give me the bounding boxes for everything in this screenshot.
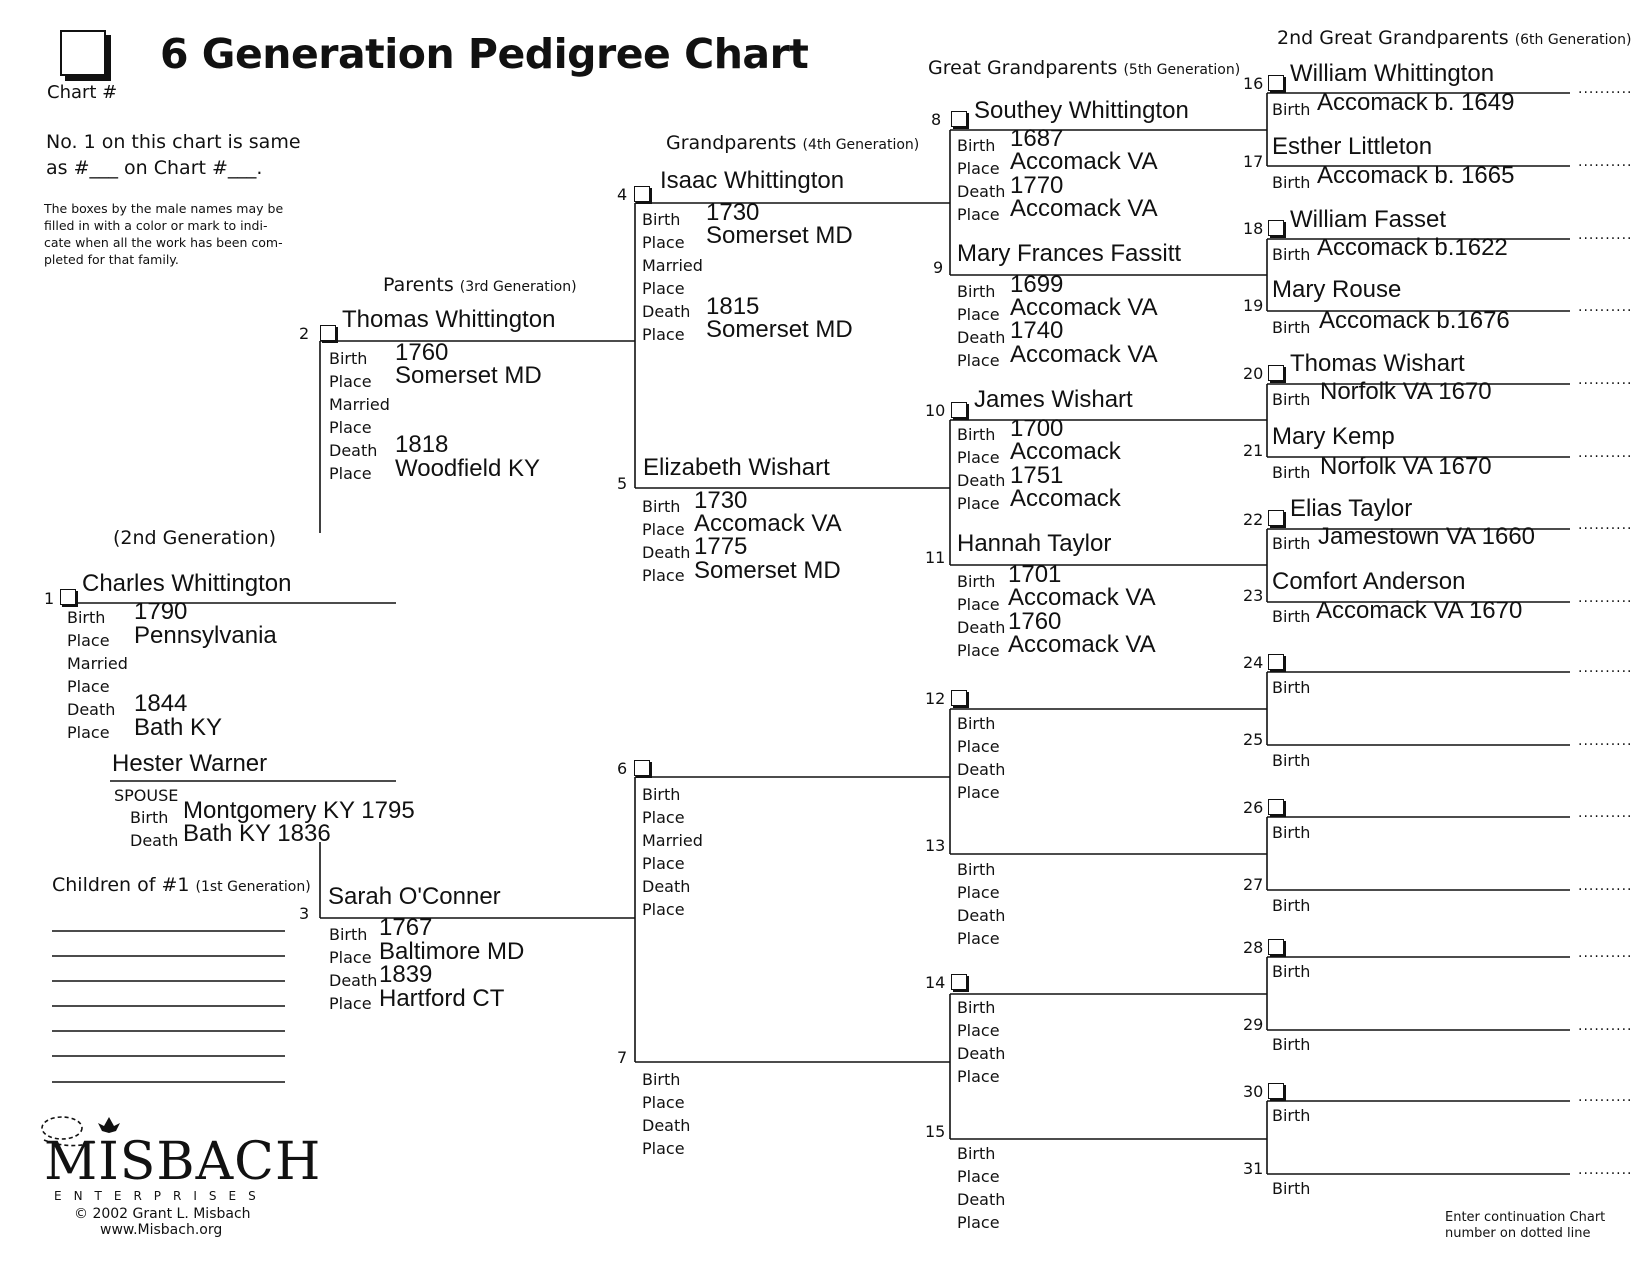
person-24-number: 24	[1243, 653, 1264, 672]
person-22-birth-label: Birth	[1272, 534, 1311, 553]
person-10-death-place[interactable]: Accomack	[1010, 485, 1121, 512]
misbach-logo: MISBACH	[44, 1132, 322, 1192]
person-3-birth[interactable]: 1767	[379, 914, 433, 941]
person-5-number: 5	[617, 474, 628, 493]
person-28-birth-label: Birth	[1272, 962, 1311, 981]
person-1-birth[interactable]: 1790	[134, 598, 188, 625]
person-18-name[interactable]: William Fasset	[1290, 206, 1447, 233]
person-6-death-place-label: Place	[642, 900, 685, 919]
person-7-birth-label: Birth	[642, 1070, 681, 1089]
person-19-birth-label: Birth	[1272, 318, 1311, 337]
page-title: 6 Generation Pedigree Chart	[160, 30, 809, 78]
person-4-death-place[interactable]: Somerset MD	[706, 316, 853, 343]
person-18-birth-label: Birth	[1272, 245, 1311, 264]
person-2-name[interactable]: Thomas Whittington	[342, 306, 556, 333]
person-9-number: 9	[933, 258, 944, 277]
person-29-birth-label: Birth	[1272, 1035, 1311, 1054]
person-1-birth-label: Birth	[67, 608, 106, 627]
person-1-death-label: Death	[67, 700, 116, 719]
person-2-death-place-label: Place	[329, 464, 372, 483]
person-22-name[interactable]: Elias Taylor	[1290, 495, 1413, 522]
person-11-name[interactable]: Hannah Taylor	[957, 530, 1112, 557]
person-6-married-place-label: Place	[642, 854, 685, 873]
person-11-birth-label: Birth	[957, 572, 996, 591]
person-4-birth-place[interactable]: Somerset MD	[706, 222, 853, 249]
person-29-number: 29	[1243, 1015, 1264, 1034]
person-3-name[interactable]: Sarah O'Conner	[328, 883, 501, 910]
gen3-label	[383, 274, 577, 296]
person-6-place-label: Place	[642, 808, 685, 827]
person-11-place-label: Place	[957, 595, 1000, 614]
person-23-birth[interactable]: Accomack VA 1670	[1316, 597, 1523, 624]
person-17-birth[interactable]: Accomack b. 1665	[1317, 162, 1515, 189]
person-5-birth-label: Birth	[642, 497, 681, 516]
person-10-birth-label: Birth	[957, 425, 996, 444]
person-10-number: 10	[925, 401, 946, 420]
gen3-sub: (3rd Generation)	[459, 279, 577, 295]
person-19-number: 19	[1243, 296, 1264, 315]
person-2-number: 2	[299, 324, 310, 343]
person-25-number: 25	[1243, 730, 1264, 749]
person-20-birth[interactable]: Norfolk VA 1670	[1320, 378, 1492, 405]
person-4-place-label: Place	[642, 233, 685, 252]
note-text-1: The boxes by the male names may be	[44, 201, 284, 216]
continuation-line-24[interactable]: ..........	[1578, 660, 1633, 676]
continuation-line-30[interactable]: ..........	[1578, 1089, 1633, 1105]
person-22-number: 22	[1243, 510, 1264, 529]
person-14-death-label: Death	[957, 1044, 1006, 1063]
person-13-birth-label: Birth	[957, 860, 996, 879]
person-4-birth[interactable]: 1730	[706, 199, 760, 226]
continuation-note-2: number on dotted line	[1445, 1226, 1591, 1241]
person-18-checkbox[interactable]	[1268, 220, 1284, 236]
person-2-married-place-label: Place	[329, 418, 372, 437]
person-10-name[interactable]: James Wishart	[974, 386, 1133, 413]
continuation-line-20[interactable]: ..........	[1578, 372, 1633, 388]
person-20-birth-label: Birth	[1272, 390, 1311, 409]
person-12-death-place-label: Place	[957, 783, 1000, 802]
gen3-main: Parents	[383, 274, 454, 296]
person-10-death-place-label: Place	[957, 494, 1000, 513]
person-21-name[interactable]: Mary Kemp	[1272, 423, 1395, 450]
note-text-3: cate when all the work has been com-	[44, 235, 283, 250]
person-3-birth-label: Birth	[329, 925, 368, 944]
person-12-birth-label: Birth	[957, 714, 996, 733]
person-1-death[interactable]: 1844	[134, 690, 188, 717]
person-8-death-place[interactable]: Accomack VA	[1010, 195, 1158, 222]
person-1-name[interactable]: Charles Whittington	[82, 570, 292, 597]
person-23-name[interactable]: Comfort Anderson	[1272, 568, 1466, 595]
person-28-number: 28	[1243, 938, 1264, 957]
person-20-name[interactable]: Thomas Wishart	[1290, 350, 1465, 377]
person-11-death-label: Death	[957, 618, 1006, 637]
gen6-sub: (6th Generation)	[1514, 32, 1632, 48]
person-14-birth-label: Birth	[957, 998, 996, 1017]
person-15-birth-label: Birth	[957, 1144, 996, 1163]
person-16-birth[interactable]: Accomack b. 1649	[1317, 89, 1515, 116]
person-2-birth-label: Birth	[329, 349, 368, 368]
person-3-birth-place[interactable]: Baltimore MD	[379, 938, 525, 965]
person-24-birth-label: Birth	[1272, 678, 1311, 697]
person-4-death[interactable]: 1815	[706, 293, 760, 320]
person-25-birth-label: Birth	[1272, 751, 1311, 770]
note-text-2: filled in with a color or mark to indi-	[44, 218, 268, 233]
children-sub: (1st Generation)	[195, 879, 311, 895]
continuation-line-27[interactable]: ..........	[1578, 878, 1633, 894]
person-3-place-label: Place	[329, 948, 372, 967]
person-15-death-label: Death	[957, 1190, 1006, 1209]
person-13-death-label: Death	[957, 906, 1006, 925]
person-4-checkbox[interactable]	[634, 186, 650, 202]
person-5-place-label: Place	[642, 520, 685, 539]
person-2-checkbox[interactable]	[320, 325, 336, 341]
person-26-checkbox[interactable]	[1268, 799, 1284, 815]
gen4-label	[666, 132, 919, 154]
note-text-4: pleted for that family.	[44, 252, 179, 267]
person-26-birth-label: Birth	[1272, 823, 1311, 842]
person-10-death-label: Death	[957, 471, 1006, 490]
person-19-name[interactable]: Mary Rouse	[1272, 276, 1402, 303]
continuation-line-29[interactable]: ..........	[1578, 1018, 1633, 1034]
person-14-number: 14	[925, 973, 946, 992]
person-5-birth-place[interactable]: Accomack VA	[694, 510, 842, 537]
continuation-line-21[interactable]: ..........	[1578, 445, 1633, 461]
person-12-number: 12	[925, 689, 946, 708]
person-28-checkbox[interactable]	[1268, 939, 1284, 955]
person-23-number: 23	[1243, 586, 1264, 605]
person-18-birth[interactable]: Accomack b.1622	[1317, 234, 1508, 261]
person-7-place-label: Place	[642, 1093, 685, 1112]
person-22-birth[interactable]: Jamestown VA 1660	[1318, 523, 1536, 550]
person-1-death-place-label: Place	[67, 723, 110, 742]
continuation-line-16[interactable]: ..........	[1578, 81, 1633, 97]
person-30-birth-label: Birth	[1272, 1106, 1311, 1125]
person-9-death-place-label: Place	[957, 351, 1000, 370]
person-9-death[interactable]: 1740	[1010, 317, 1064, 344]
person-11-birth-place[interactable]: Accomack VA	[1008, 584, 1156, 611]
person-8-birth[interactable]: 1687	[1010, 125, 1064, 152]
continuation-line-22[interactable]: ..........	[1578, 517, 1633, 533]
person-5-birth[interactable]: 1730	[694, 487, 748, 514]
spouse-label: SPOUSE	[114, 786, 179, 805]
person-2-place-label: Place	[329, 372, 372, 391]
person-13-death-place-label: Place	[957, 929, 1000, 948]
website-link[interactable]: www.Misbach.org	[100, 1222, 223, 1238]
person-1-number: 1	[44, 589, 55, 608]
person-15-number: 15	[925, 1122, 946, 1141]
person-8-checkbox[interactable]	[951, 111, 967, 127]
person-14-death-place-label: Place	[957, 1067, 1000, 1086]
person-8-birth-label: Birth	[957, 136, 996, 155]
person-12-place-label: Place	[957, 737, 1000, 756]
copyright-text: © 2002 Grant L. Misbach	[74, 1206, 251, 1222]
gen6-label	[1277, 27, 1631, 49]
person-6-death-label: Death	[642, 877, 691, 896]
person-7-death-place-label: Place	[642, 1139, 685, 1158]
person-26-number: 26	[1243, 798, 1264, 817]
person-8-place-label: Place	[957, 159, 1000, 178]
person-13-place-label: Place	[957, 883, 1000, 902]
person-12-checkbox[interactable]	[951, 690, 967, 706]
continuation-line-17[interactable]: ..........	[1578, 154, 1633, 170]
person-23-birth-label: Birth	[1272, 607, 1311, 626]
person-10-place-label: Place	[957, 448, 1000, 467]
person-4-name[interactable]: Isaac Whittington	[660, 167, 845, 194]
person-9-death-label: Death	[957, 328, 1006, 347]
continuation-line-19[interactable]: ..........	[1578, 299, 1633, 315]
person-16-checkbox[interactable]	[1268, 75, 1284, 91]
person-4-number: 4	[617, 185, 628, 204]
person-21-birth[interactable]: Norfolk VA 1670	[1320, 453, 1492, 480]
spouse-name[interactable]: Hester Warner	[112, 750, 268, 777]
person-17-number: 17	[1243, 152, 1264, 171]
person-8-name[interactable]: Southey Whittington	[974, 97, 1189, 124]
gen6-main: 2nd Great Grandparents	[1277, 27, 1509, 49]
note-line-2: as #___ on Chart #___.	[46, 157, 263, 179]
person-6-married-label: Married	[642, 831, 703, 850]
person-10-death[interactable]: 1751	[1010, 462, 1064, 489]
continuation-line-18[interactable]: ..........	[1578, 227, 1633, 243]
person-9-birth-place[interactable]: Accomack VA	[1010, 294, 1158, 321]
person-9-birth-label: Birth	[957, 282, 996, 301]
person-5-death-place[interactable]: Somerset MD	[694, 557, 841, 584]
person-3-number: 3	[299, 904, 310, 923]
person-8-death-place-label: Place	[957, 205, 1000, 224]
person-15-place-label: Place	[957, 1167, 1000, 1186]
spouse-death-label: Death	[130, 831, 179, 850]
gen5-label	[928, 57, 1240, 79]
person-13-number: 13	[925, 836, 946, 855]
person-5-death[interactable]: 1775	[694, 533, 748, 560]
person-9-place-label: Place	[957, 305, 1000, 324]
person-8-death-label: Death	[957, 182, 1006, 201]
person-31-number: 31	[1243, 1159, 1264, 1178]
person-30-checkbox[interactable]	[1268, 1083, 1284, 1099]
person-18-number: 18	[1243, 219, 1264, 238]
person-7-death-label: Death	[642, 1116, 691, 1135]
person-1-married-place-label: Place	[67, 677, 110, 696]
person-4-married-label: Married	[642, 256, 703, 275]
person-21-number: 21	[1243, 441, 1264, 460]
person-27-birth-label: Birth	[1272, 896, 1311, 915]
person-9-birth[interactable]: 1699	[1010, 271, 1064, 298]
spouse-birth-label: Birth	[130, 808, 169, 827]
person-3-death[interactable]: 1839	[379, 961, 433, 988]
chart-number-box[interactable]	[60, 30, 106, 76]
spouse-birth[interactable]: Montgomery KY 1795	[183, 797, 415, 824]
person-3-death-label: Death	[329, 971, 378, 990]
person-4-married-place-label: Place	[642, 279, 685, 298]
continuation-line-28[interactable]: ..........	[1578, 945, 1633, 961]
gen4-main: Grandparents	[666, 132, 797, 154]
person-8-birth-place[interactable]: Accomack VA	[1010, 148, 1158, 175]
person-1-death-place[interactable]: Bath KY	[134, 714, 223, 741]
person-19-birth[interactable]: Accomack b.1676	[1319, 307, 1510, 334]
person-11-death-place-label: Place	[957, 641, 1000, 660]
person-31-birth-label: Birth	[1272, 1179, 1311, 1198]
person-30-number: 30	[1243, 1082, 1264, 1101]
children-label	[52, 874, 311, 896]
person-22-checkbox[interactable]	[1268, 510, 1284, 526]
person-2-married-label: Married	[329, 395, 390, 414]
person-2-birth-place[interactable]: Somerset MD	[395, 362, 542, 389]
person-10-birth[interactable]: 1700	[1010, 415, 1064, 442]
continuation-line-25[interactable]: ..........	[1578, 733, 1633, 749]
person-6-birth-label: Birth	[642, 785, 681, 804]
person-20-checkbox[interactable]	[1268, 365, 1284, 381]
chart-number-label: Chart #	[47, 82, 118, 103]
person-10-birth-place[interactable]: Accomack	[1010, 438, 1121, 465]
person-11-birth[interactable]: 1701	[1008, 561, 1062, 588]
person-5-death-place-label: Place	[642, 566, 685, 585]
person-6-number: 6	[617, 759, 628, 778]
person-9-name[interactable]: Mary Frances Fassitt	[957, 240, 1182, 267]
person-17-birth-label: Birth	[1272, 173, 1311, 192]
person-16-number: 16	[1243, 74, 1264, 93]
continuation-line-26[interactable]: ..........	[1578, 805, 1633, 821]
person-4-death-label: Death	[642, 302, 691, 321]
person-2-death-label: Death	[329, 441, 378, 460]
person-20-number: 20	[1243, 364, 1264, 383]
person-11-number: 11	[925, 548, 946, 567]
person-2-birth[interactable]: 1760	[395, 339, 449, 366]
continuation-line-31[interactable]: ..........	[1578, 1162, 1633, 1178]
person-10-checkbox[interactable]	[951, 402, 967, 418]
person-11-death[interactable]: 1760	[1008, 608, 1062, 635]
person-5-name[interactable]: Elizabeth Wishart	[643, 454, 830, 481]
person-14-place-label: Place	[957, 1021, 1000, 1040]
person-2-death[interactable]: 1818	[395, 431, 449, 458]
person-16-name[interactable]: William Whittington	[1290, 60, 1495, 87]
gen4-sub: (4th Generation)	[802, 137, 920, 153]
person-5-death-label: Death	[642, 543, 691, 562]
person-11-death-place[interactable]: Accomack VA	[1008, 631, 1156, 658]
misbach-logo-sub: ENTERPRISES	[54, 1189, 268, 1203]
gen5-main: Great Grandparents	[928, 57, 1118, 79]
person-7-number: 7	[617, 1048, 628, 1067]
gen2-label: (2nd Generation)	[113, 527, 277, 549]
person-3-death-place-label: Place	[329, 994, 372, 1013]
person-17-name[interactable]: Esther Littleton	[1272, 133, 1433, 160]
person-21-birth-label: Birth	[1272, 463, 1311, 482]
person-1-married-label: Married	[67, 654, 128, 673]
person-8-death[interactable]: 1770	[1010, 172, 1064, 199]
person-4-birth-label: Birth	[642, 210, 681, 229]
person-12-death-label: Death	[957, 760, 1006, 779]
leaf-icon	[98, 1117, 120, 1133]
continuation-line-23[interactable]: ..........	[1578, 590, 1633, 606]
children-main: Children of #1	[52, 874, 190, 896]
person-1-birth-place[interactable]: Pennsylvania	[134, 622, 277, 649]
person-24-checkbox[interactable]	[1268, 654, 1284, 670]
person-16-birth-label: Birth	[1272, 100, 1311, 119]
person-9-death-place[interactable]: Accomack VA	[1010, 341, 1158, 368]
person-2-death-place[interactable]: Woodfield KY	[395, 455, 540, 482]
person-3-death-place[interactable]: Hartford CT	[379, 985, 505, 1012]
spouse-death[interactable]: Bath KY 1836	[183, 820, 331, 847]
person-6-checkbox[interactable]	[634, 760, 650, 776]
person-14-checkbox[interactable]	[951, 974, 967, 990]
person-1-place-label: Place	[67, 631, 110, 650]
continuation-note-1: Enter continuation Chart	[1445, 1210, 1606, 1225]
person-8-number: 8	[931, 110, 942, 129]
person-27-number: 27	[1243, 875, 1264, 894]
gen5-sub: (5th Generation)	[1123, 62, 1241, 78]
note-line-1: No. 1 on this chart is same	[46, 131, 301, 153]
person-15-death-place-label: Place	[957, 1213, 1000, 1232]
person-4-death-place-label: Place	[642, 325, 685, 344]
person-1-checkbox[interactable]	[60, 589, 76, 605]
